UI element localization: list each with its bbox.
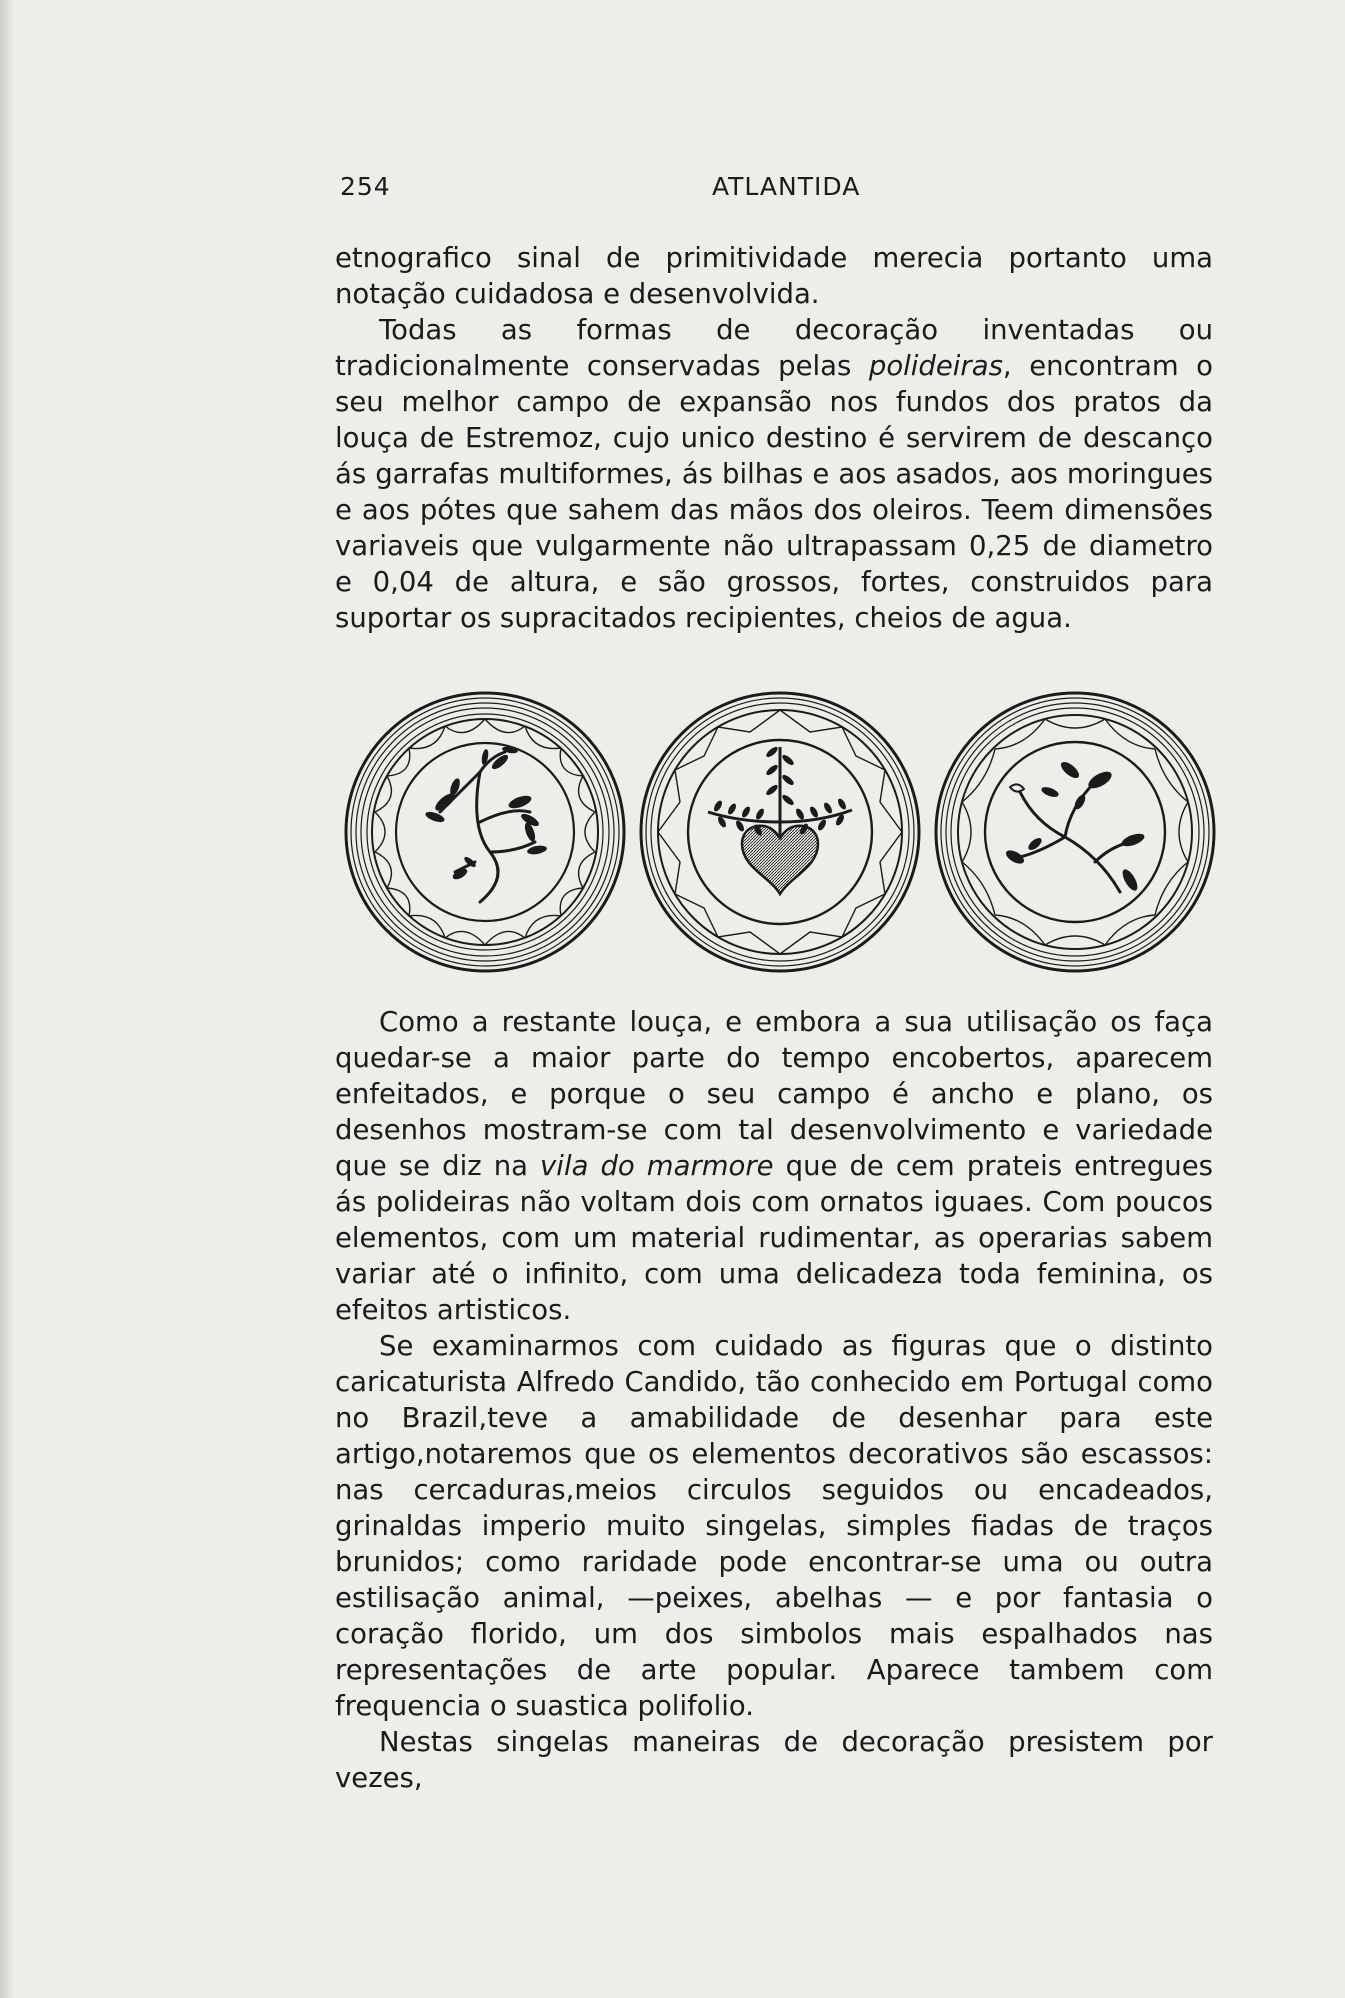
- running-title: ATLANTIDA: [712, 172, 861, 201]
- italic-term: polideiras: [868, 350, 1003, 382]
- text-run: Como a restante louça, e embora a sua utilisação os faça quedar-se a maior parte do tempo encobertos, aparecem enfeitados, e porque o seu campo é ancho e plano, os desenhos mostram-se com tal desenvolvimento e variedade que se diz na: [335, 1006, 1213, 1182]
- paragraph: [335, 240, 1213, 312]
- plate-3-vine-motif: [1004, 759, 1146, 893]
- paragraph: [335, 1328, 1213, 1724]
- paragraph: [335, 1724, 1213, 1796]
- text-run: que de cem prateis entregues ás polideiras não voltam dois com ornatos iguaes. Com poucos elementos, com um material rudimentar, as operarias sabem variar até o infinito, com uma delicadeza toda feminina, os efeitos artisticos.: [335, 1150, 1213, 1326]
- text-run: etnografico sinal de primitividade merecia portanto uma notação cuidadosa e desenvolvida.: [335, 242, 1213, 310]
- text-run: Se examinarmos com cuidado as figuras que o distinto caricaturista Alfredo Candido, tão conhecido em Portugal como no Brazil,teve a amabilidade de desenhar para este artigo,notaremos que os elementos decorativos são escassos: nas cercaduras,meios circulos seguidos ou encadeados, grinaldas imperio muito singelas, simples fiadas de traços brunidos; como raridade pode encontrar-se uma ou outra estilisação animal, —peixes, abelhas — e por fantasia o coração florido, um dos simbolos mais espalhados nas representações de arte popular. Aparece tambem com frequencia o suastica polifolio.: [335, 1330, 1213, 1722]
- plates-illustration: [340, 686, 1220, 976]
- plate-2-heart-motif: [708, 745, 852, 894]
- plate-2: [641, 693, 919, 971]
- text-run: Todas as formas de decoração inventadas ou tradicionalmente conservadas pelas: [335, 314, 1213, 382]
- plate-3: [936, 693, 1214, 971]
- text-run: Nestas singelas maneiras de decoração presistem por vezes,: [335, 1726, 1213, 1794]
- text-block-bottom: [335, 1004, 1213, 1796]
- text-block-top: [335, 240, 1213, 636]
- paragraph: [335, 312, 1213, 636]
- page-number: 254: [340, 172, 391, 201]
- page-edge: [0, 0, 14, 1998]
- plate-1: [346, 693, 624, 971]
- italic-term: vila do marmore: [540, 1150, 774, 1182]
- plate-1-branch-motif: [424, 746, 547, 902]
- plates-figure: [340, 686, 1220, 976]
- text-run: , encontram o seu melhor campo de expansão nos fundos dos pratos da louça de Estremoz, cujo unico destino é servirem de descanço ás garrafas multiformes, ás bilhas e aos asados, aos moringues e aos pótes que sahem das mãos dos oleiros. Teem dimensões variaveis que vulgarmente não ultrapassam 0,25 de diametro e 0,04 de altura, e são grossos, fortes, construidos para suportar os supracitados recipientes, cheios de agua.: [335, 350, 1213, 634]
- paragraph: [335, 1004, 1213, 1328]
- running-header: [340, 172, 1220, 208]
